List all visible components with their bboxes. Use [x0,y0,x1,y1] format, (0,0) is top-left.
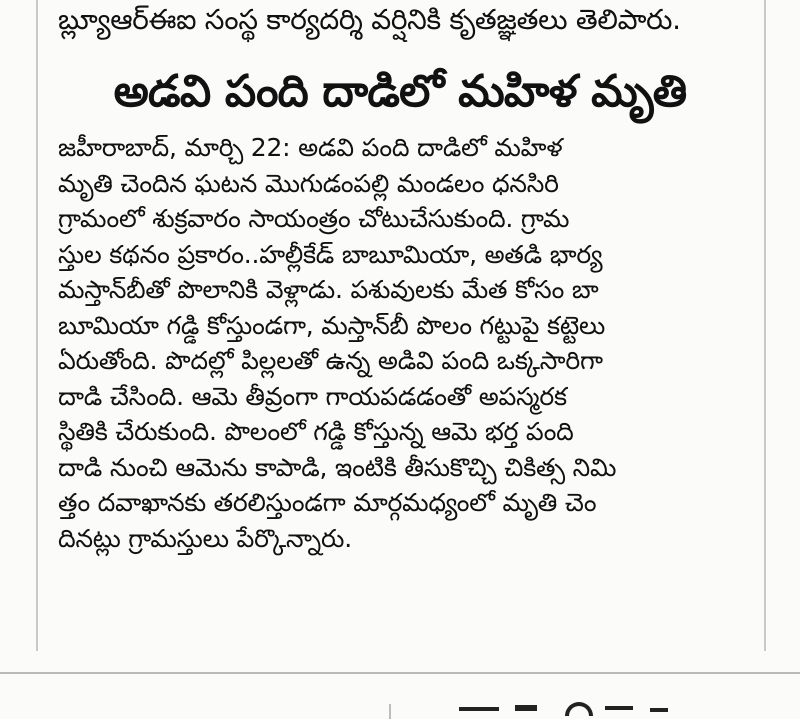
cropped-glyph-stroke [605,706,633,710]
article-line: దినట్లు గ్రామస్తులు పేర్కొన్నారు. [58,523,352,553]
left-column-rule [36,0,38,651]
cropped-glyph-stroke [565,702,593,716]
article-headline: అడవి పంది దాడిలో మహిళ మృతి [113,66,687,117]
article-line: మస్తాన్‌బీతో పొలానికి వెళ్లాడు. పశువులకు మేత కోసం బా [58,275,599,304]
previous-article-last-line: బ్ల్యూఆర్‌ఈఐ సంస్థ కార్యదర్శి వర్షినికి కృతజ్ఞతలు తెలిపారు. [58,3,681,36]
bottom-column-rule [389,704,391,719]
article-line: గ్రామంలో శుక్రవారం సాయంత్రం చోటుచేసుకుంది. గ్రామ [58,204,570,233]
cropped-glyph-stroke [459,707,499,711]
article-line: త్తం దవాఖానకు తరలిస్తుండగా మార్గమధ్యంలో మృతి చెం [58,488,597,517]
cropped-glyph-stroke [650,708,668,712]
cropped-next-headline-fragment [455,700,755,719]
cropped-glyph-stroke [515,705,537,711]
bottom-separator-rule [0,672,800,674]
article-line: జహీరాబాద్, మార్చి 22: అడవి పంది దాడిలో మహిళ [58,133,563,162]
article-line: దాడి చేసింది. ఆమె తీవ్రంగా గాయపడడంతో అపస్మరక [58,381,567,411]
article-line: ఏరుతోంది. పొదల్లో పిల్లలతో ఉన్న అడివి పంది ఒక్కసారిగా [58,346,603,375]
article-line: మృతి చెందిన ఘటన మొగుడంపల్లి మండలం ధనసిరి [58,168,559,198]
article-line: స్తుల కథనం ప్రకారం..హల్లీకేడ్ బాబూమియా, అతడి భార్య [58,239,603,269]
article-line: స్థితికి చేరుకుంది. పొలంలో గడ్డి కోస్తున్న ఆమె భర్త పంది [58,417,574,446]
article-line: బూమియా గడ్డి కోస్తుండగా, మస్తాన్‌బీ పొలం గట్టుపై కట్టెలు [58,310,606,340]
article-body [58,130,748,556]
right-column-rule [764,0,766,651]
article-line: దాడి నుంచి ఆమెను కాపాడి, ఇంటికి తీసుకొచ్చి చికిత్స నిమి [58,452,617,482]
